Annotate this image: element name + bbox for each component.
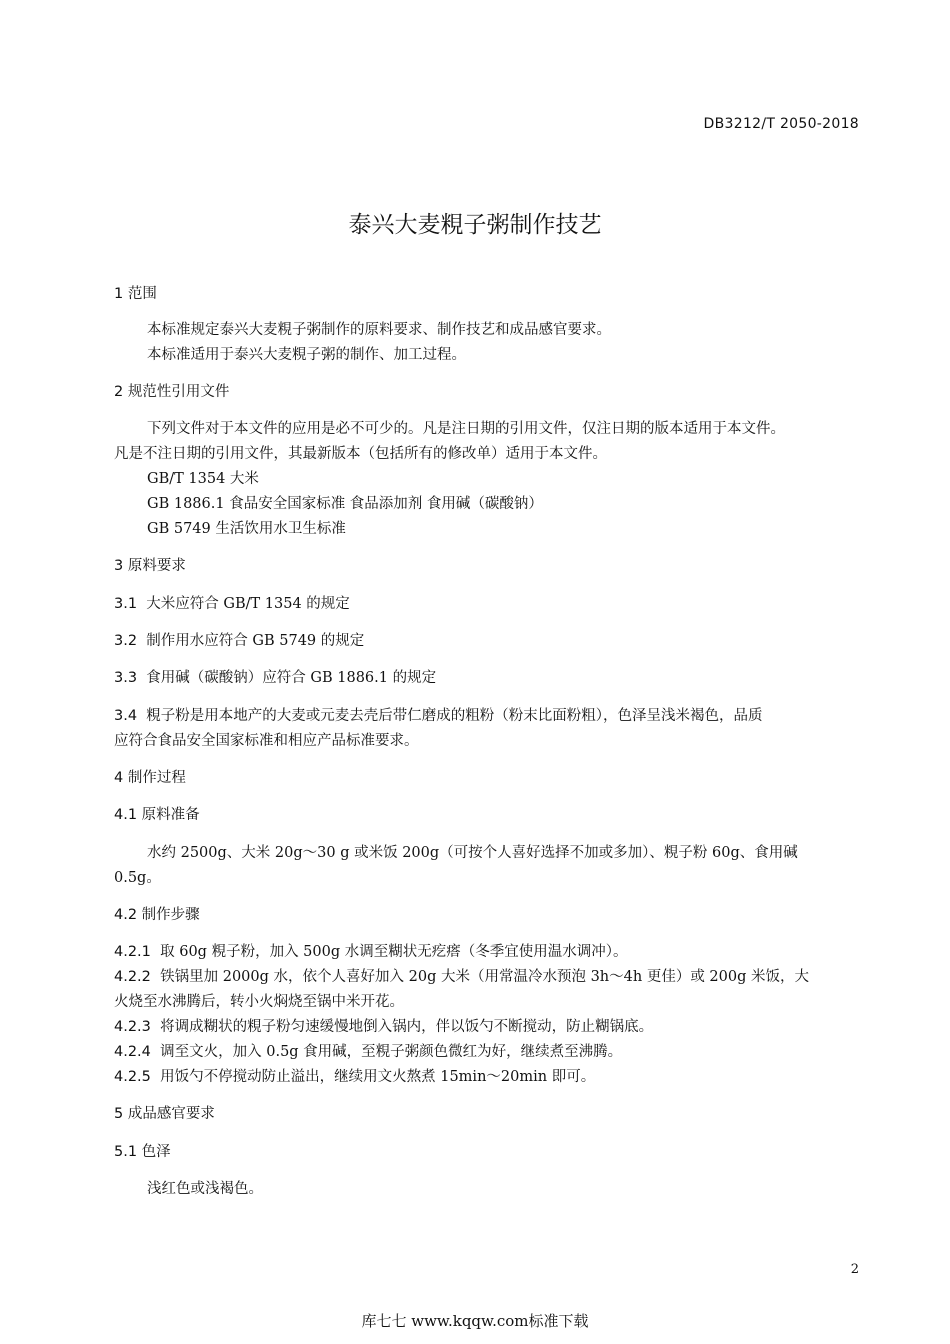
clause-3-3 [114,666,436,687]
clause-text: 取 60g 粯子粉，加入 500g 水调至糊状无疙瘩（冬季宜使用温水调冲）。 [160,944,628,960]
clause-text: 将调成糊状的粯子粉匀速缓慢地倒入锅内，伴以饭勺不断搅动，防止糊锅底。 [160,1019,654,1035]
clause-4-2-5 [114,1065,595,1086]
clause-number: 4.2.4 [114,1044,151,1060]
reference-item: GB 1886.1 食品安全国家标准 食品添加剂 食用碱（碳酸钠） [147,496,543,512]
section-1-paragraph-2: 本标准适用于泰兴大麦粯子粥的制作、加工过程。 [147,347,466,363]
clause-number: 3.1 [114,596,138,612]
section-4-heading: 4 制作过程 [114,770,186,786]
clause-text: 食用碱（碳酸钠）应符合 GB 1886.1 的规定 [146,670,437,686]
document-title: 泰兴大麦粯子粥制作技艺 [348,212,602,238]
clause-text: 大米应符合 GB/T 1354 的规定 [146,596,350,612]
reference-item: GB 5749 生活饮用水卫生标准 [147,521,346,537]
section-2-paragraph-line-1: 下列文件对于本文件的应用是必不可少的。凡是注日期的引用文件，仅注日期的版本适用于本文件。 [147,421,785,437]
page-number: 2 [850,1262,859,1277]
clause-number: 4.2.5 [114,1069,151,1085]
section-5-1-heading: 5.1 色泽 [114,1144,171,1160]
clause-number: 3.3 [114,670,138,686]
reference-item: GB/T 1354 大米 [147,471,259,487]
clause-3-4 [114,704,763,725]
clause-4-2-2-continued: 火烧至水沸腾后，转小火焖烧至锅中米开花。 [114,994,404,1010]
clause-4-2-1 [114,940,628,961]
section-3-heading: 3 原料要求 [114,558,186,574]
section-5-heading: 5 成品感官要求 [114,1106,215,1122]
section-4-1-text-line-1: 水约 2500g、大米 20g～30 g 或米饭 200g（可按个人喜好选择不加或多加）、粯子粉 60g、食用碱 [147,845,798,861]
section-4-1-heading: 4.1 原料准备 [114,807,200,823]
clause-3-4-continued: 应符合食品安全国家标准和相应产品标准要求。 [114,733,419,749]
section-4-2-heading: 4.2 制作步骤 [114,907,200,923]
clause-number: 4.2.2 [114,969,151,985]
clause-3-1 [114,592,350,613]
footer-watermark: 库七七 www.kqqw.com标准下载 [361,1312,589,1330]
clause-3-2 [114,629,364,650]
clause-number: 3.2 [114,633,138,649]
standard-code: DB3212/T 2050-2018 [703,116,859,132]
clause-text: 铁锅里加 2000g 水，依个人喜好加入 20g 大米（用常温冷水预泡 3h～4h 更佳）或 200g 米饭，大 [160,969,809,985]
section-2-paragraph-line-2: 凡是不注日期的引用文件，其最新版本（包括所有的修改单）适用于本文件。 [114,446,607,462]
clause-number: 4.2.3 [114,1019,151,1035]
clause-4-2-3 [114,1015,653,1036]
clause-text: 粯子粉是用本地产的大麦或元麦去壳后带仁磨成的粗粉（粉末比面粉粗），色泽呈浅米褐色，品质 [146,708,763,724]
clause-number: 4.2.1 [114,944,151,960]
section-2-heading: 2 规范性引用文件 [114,384,230,400]
section-5-1-text: 浅红色或浅褐色。 [147,1181,263,1197]
clause-text: 调至文火，加入 0.5g 食用碱，至粯子粥颜色微红为好，继续煮至沸腾。 [160,1044,623,1060]
clause-4-2-4 [114,1040,622,1061]
clause-number: 3.4 [114,708,138,724]
section-4-1-text-line-2: 0.5g。 [114,870,161,886]
section-1-heading: 1 范围 [114,286,157,302]
section-1-paragraph-1: 本标准规定泰兴大麦粯子粥制作的原料要求、制作技艺和成品感官要求。 [147,322,611,338]
clause-text: 制作用水应符合 GB 5749 的规定 [146,633,365,649]
clause-text: 用饭勺不停搅动防止溢出，继续用文火熬煮 15min～20min 即可。 [160,1069,596,1085]
clause-4-2-2 [114,965,809,986]
